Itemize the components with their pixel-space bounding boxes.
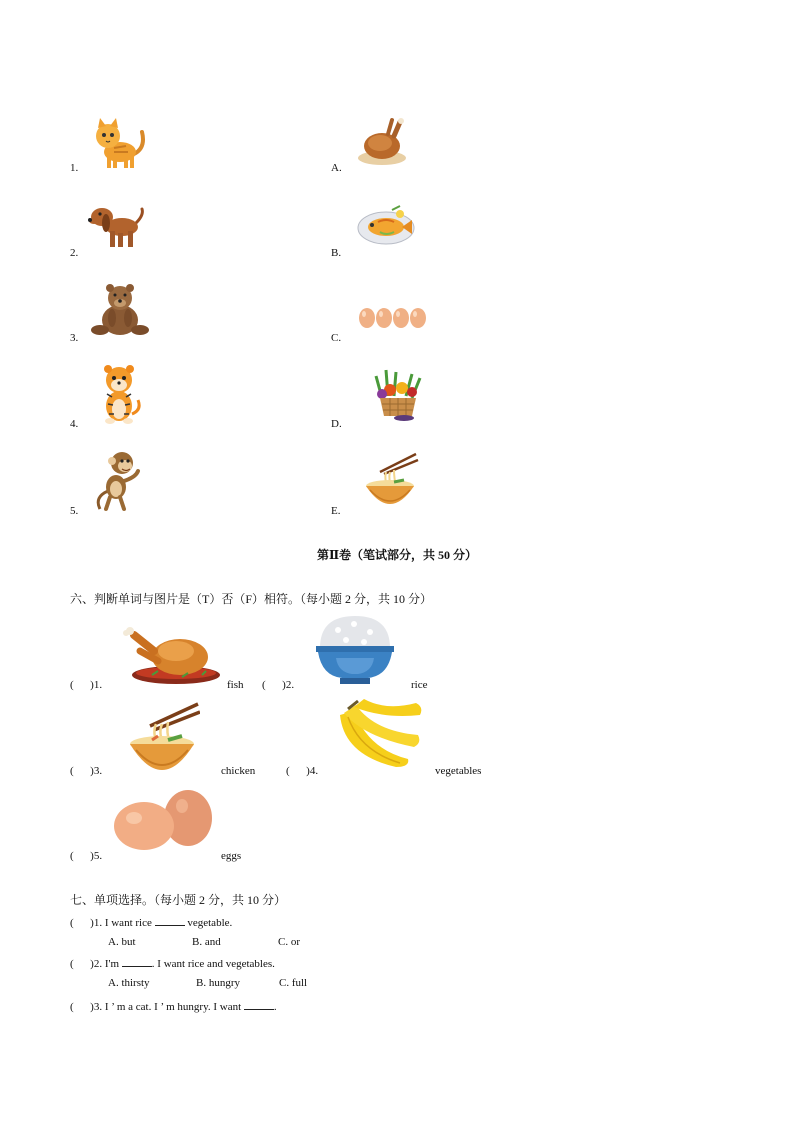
question-1-blank — [155, 915, 185, 926]
match-number-4: 4. — [70, 418, 79, 430]
vegetable-basket-icon — [372, 368, 424, 422]
section-six-instruction: 六、判断单词与图片是（T）否（F）相符。（每小题 2 分，共 10 分） — [70, 592, 433, 606]
word-4: vegetables — [435, 765, 482, 777]
q2-option-c: C. full — [279, 977, 308, 989]
match-number-1: 1. — [70, 162, 79, 174]
match-number-5: 5. — [70, 505, 79, 517]
question-2-blank — [122, 956, 152, 967]
match-number-2: 2. — [70, 247, 79, 259]
bananas-icon — [334, 697, 424, 773]
q2-option-a: A. thirsty — [108, 977, 150, 989]
answer-paren-q2[interactable]: ( ) — [70, 958, 94, 970]
bear-icon — [90, 282, 150, 336]
part-two-title: 第Ⅱ卷（笔试部分，共 50 分） — [316, 548, 478, 562]
word-3: chicken — [221, 765, 256, 777]
match-number-3: 3. — [70, 332, 79, 344]
answer-paren-4[interactable]: ( )4. — [286, 765, 319, 777]
noodles-bowl-icon — [364, 452, 420, 510]
answer-paren-q1[interactable]: ( ) — [70, 917, 94, 929]
match-letter-c: C. — [331, 332, 342, 344]
word-5: eggs — [221, 850, 242, 862]
answer-paren-1[interactable]: ( )1. — [70, 679, 103, 691]
answer-paren-3[interactable]: ( )3. — [70, 765, 103, 777]
question-3 — [70, 999, 277, 1013]
word-2: rice — [411, 679, 428, 691]
roast-chicken-icon — [356, 116, 408, 166]
question-2-text-after: . I want rice and vegetables. — [151, 958, 275, 970]
word-1: fish — [227, 679, 244, 691]
question-3-text-after: . — [273, 1001, 277, 1013]
fish-plate-icon — [356, 202, 416, 248]
answer-paren-2[interactable]: ( )2. — [262, 679, 295, 691]
question-1 — [70, 915, 232, 929]
monkey-icon — [94, 447, 142, 513]
question-1-text-before: 1. I want rice — [93, 917, 155, 929]
q1-option-c: C. or — [278, 936, 300, 948]
rice-bowl-icon — [314, 612, 396, 686]
eggs-icon — [358, 306, 428, 330]
match-letter-a: A. — [331, 162, 342, 174]
q1-option-a: A. but — [108, 936, 136, 948]
section-seven-instruction: 七、单项选择。（每小题 2 分，共 10 分） — [70, 893, 287, 907]
question-3-blank — [244, 999, 274, 1010]
cat-icon — [90, 118, 148, 170]
q1-option-b: B. and — [192, 936, 221, 948]
roast-chicken-icon — [122, 621, 222, 685]
question-2 — [70, 956, 275, 970]
match-letter-d: D. — [331, 418, 342, 430]
question-1-text-after: vegetable. — [184, 917, 233, 929]
q2-option-b: B. hungry — [196, 977, 240, 989]
eggs-icon — [112, 788, 216, 854]
tiger-icon — [96, 364, 142, 424]
match-letter-e: E. — [331, 505, 341, 517]
noodles-bowl-icon — [128, 700, 200, 776]
answer-paren-q3[interactable]: ( ) — [70, 1001, 94, 1013]
question-2-text-before: 2. I'm — [93, 958, 122, 970]
match-letter-b: B. — [331, 247, 342, 259]
question-3-text-before: 3. I ’ m a cat. I ’ m hungry. I want — [93, 1001, 244, 1013]
dog-icon — [88, 205, 146, 249]
answer-paren-5[interactable]: ( )5. — [70, 850, 103, 862]
